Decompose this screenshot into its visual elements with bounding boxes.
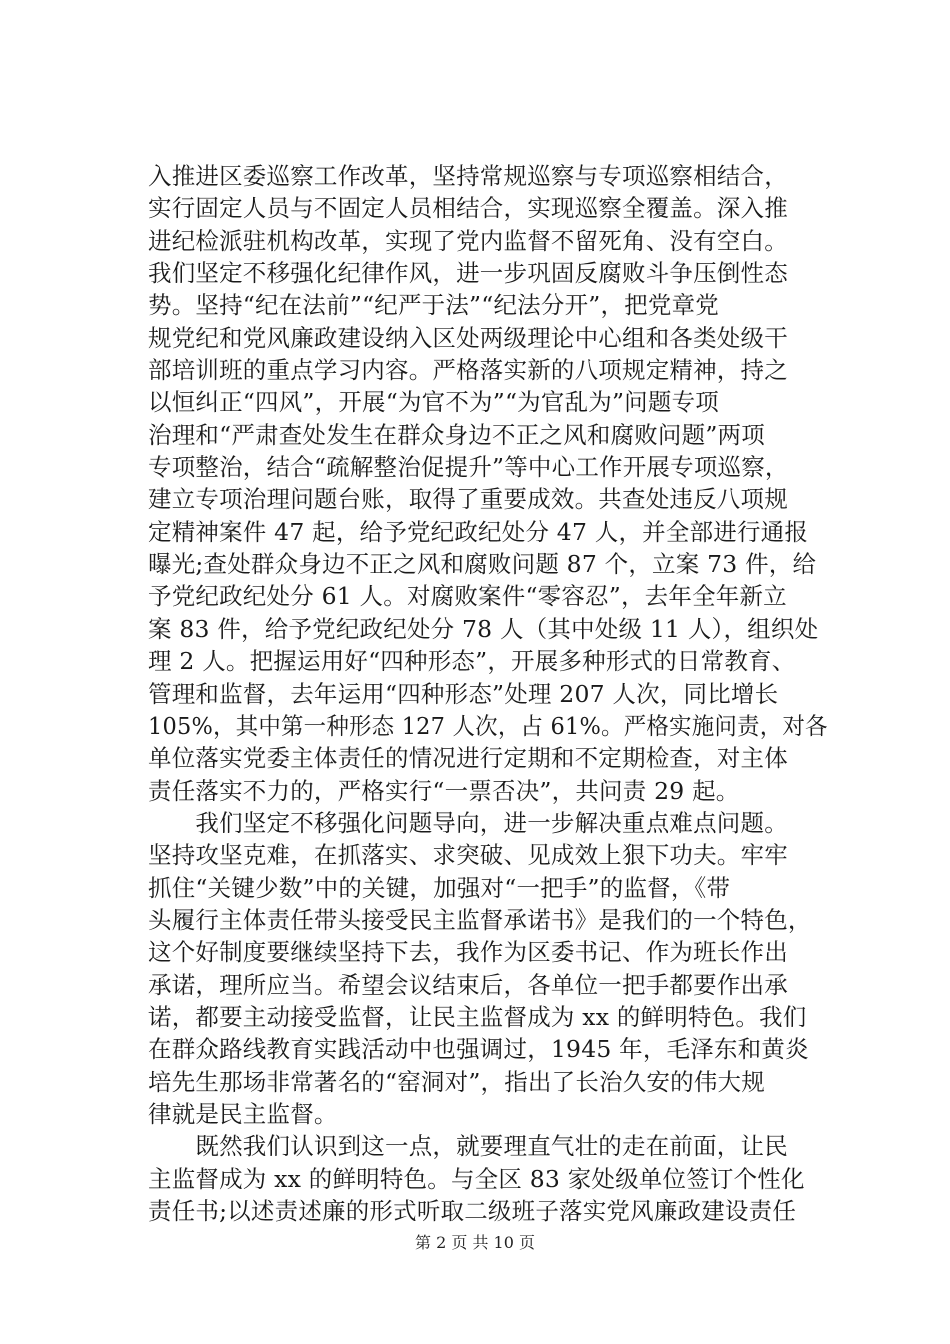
text-line: 势。坚持“纪在法前”“纪严于法”“纪法分开”，把党章党 [148,291,719,320]
text-line: 我们坚定不移强化纪律作风，进一步巩固反腐败斗争压倒性态 [148,259,788,288]
text-line: 主监督成为 xx 的鲜明特色。与全区 83 家处级单位签订个性化 [148,1164,805,1193]
text-line: 管理和监督，去年运用“四种形态”处理 207 人次，同比增长 [148,679,779,708]
text-line: 既然我们认识到这一点，就要理直气壮的走在前面，让民 [148,1132,788,1161]
text-line: 在群众路线教育实践活动中也强调过，1945 年，毛泽东和黄炎 [148,1035,809,1064]
text-line: 规党纪和党风廉政建设纳入区处两级理论中心组和各类处级干 [148,323,788,352]
text-line: 实行固定人员与不固定人员相结合，实现巡察全覆盖。深入推 [148,194,788,223]
text-line: 培先生那场非常著名的“窑洞对”，指出了长治久安的伟大规 [148,1067,765,1096]
text-line: 承诺，理所应当。希望会议结束后，各单位一把手都要作出承 [148,970,788,999]
text-line: 理 2 人。把握运用好“四种形态”，开展多种形式的日常教育、 [148,647,796,676]
text-line: 我们坚定不移强化问题导向，进一步解决重点难点问题。 [148,808,788,837]
text-line: 定精神案件 47 起，给予党纪政纪处分 47 人，并全部进行通报 [148,517,809,546]
text-line: 予党纪政纪处分 61 人。对腐败案件“零容忍”，去年全年新立 [148,582,787,611]
text-line: 入推进区委巡察工作改革，坚持常规巡察与专项巡察相结合， [148,162,788,190]
text-line: 曝光;查处群众身边不正之风和腐败问题 87 个，立案 73 件，给 [148,550,817,579]
text-line: 进纪检派驻机构改革，实现了党内监督不留死角、没有空白。 [148,226,788,255]
text-line: 诺，都要主动接受监督，让民主监督成为 xx 的鲜明特色。我们 [148,1002,807,1031]
text-line: 案 83 件，给予党纪政纪处分 78 人（其中处级 11 人），组织处 [148,614,819,643]
document-body [148,160,828,1227]
text-line: 责任书;以述责述廉的形式听取二级班子落实党风廉政建设责任 [148,1197,797,1225]
page-footer: 第 2 页 共 10 页 [415,1233,535,1252]
text-line: 头履行主体责任带头接受民主监督承诺书》是我们的一个特色， [148,905,812,934]
text-line: 单位落实党委主体责任的情况进行定期和不定期检查，对主体 [148,744,788,773]
text-line: 105%，其中第一种形态 127 人次，占 61%。严格实施问责，对各 [148,711,828,740]
text-line: 治理和“严肃查处发生在群众身边不正之风和腐败问题”两项 [148,420,765,449]
text-line: 坚持攻坚克难，在抓落实、求突破、见成效上狠下功夫。牢牢 [148,841,788,870]
text-line: 责任落实不力的，严格实行“一票否决”，共问责 29 起。 [148,776,740,805]
text-line: 律就是民主监督。 [148,1099,338,1128]
text-line: 专项整治，结合“疏解整治促提升”等中心工作开展专项巡察， [148,453,789,482]
text-line: 这个好制度要继续坚持下去，我作为区委书记、作为班长作出 [148,938,788,967]
text-line: 以恒纠正“四风”，开展“为官不为”“为官乱为”问题专项 [148,388,719,417]
text-line: 抓住“关键少数”中的关键，加强对“一把手”的监督，《带 [148,873,731,902]
text-line: 部培训班的重点学习内容。严格落实新的八项规定精神，持之 [148,356,788,385]
text-line: 建立专项治理问题台账，取得了重要成效。共查处违反八项规 [148,485,788,514]
